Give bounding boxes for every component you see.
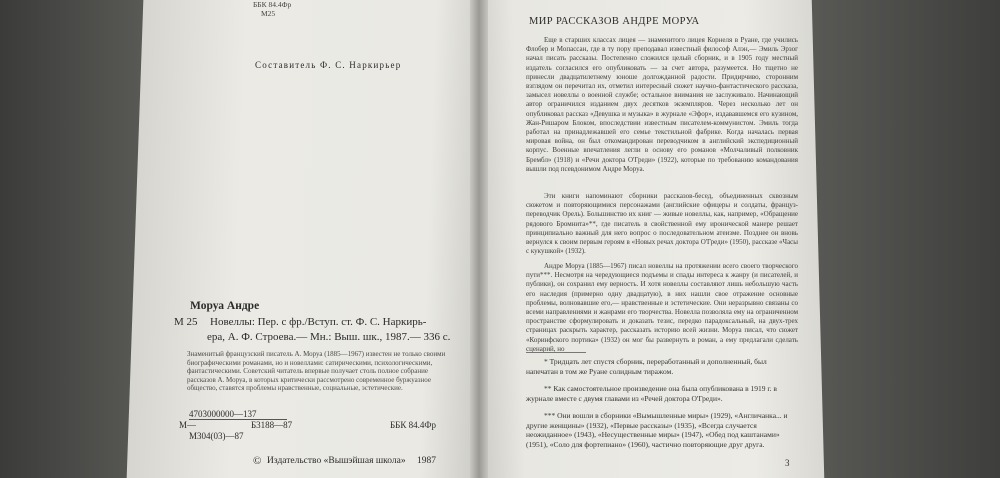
catalog-line-2: ера, А. Ф. Строева.— Мн.: Выш. шк., 1987.— 336 с. xyxy=(207,331,451,343)
code-line-3: М304(03)—87 xyxy=(189,431,244,441)
top-fragment-bbk: ББК 84.4Фр xyxy=(253,0,292,9)
right-page-content xyxy=(500,0,800,478)
compiler-line: Составитель Ф. С. Наркирьер xyxy=(255,60,402,70)
article-title: МИР РАССКАЗОВ АНДРЕ МОРУА xyxy=(529,16,700,27)
article-paragraph-2: Эти книги напоминают сборники рассказов-бесед, объединенных сквозным сюжетом и повторяющимися персонажами (английские офицеры и солдаты, француз-переводчик Орель). Большинство их книг — живые новеллы, как, например, «Обращение рядового Бромнита»**, где писатель в свойственной ему иронической манере решает принципиально важный для него вопрос о последовательном атеизме. Позднее он вновь вернулся к своим первым героям в «Новых речах доктора О'Греди» (1950), рассказе «Часы с кукушкой» (1932). xyxy=(526,192,798,256)
publisher-name: Издательство «Вышэйшая школа» xyxy=(267,456,406,466)
page-number: 3 xyxy=(785,458,790,468)
article-paragraph-3: Андре Моруа (1885—1967) писал новеллы на протяжении всего своего творческого пути***. Несмотря на чередующиеся подъемы и спады интереса к жанру (и писателей, и публики), он сохранил ему верность. И хотя новеллы составляют лишь небольшую часть его наследия (примерно одну двадцатую), в них нашли свое отражение основные проблемы, волновавшие его,— нравственные и эстетические. Они неразрывно связаны со всеми направлениями и жанрами его творчества. Новелла позволяла ему на ограниченном пространстве сформулировать и доказать тезис, передко парадоксальный, на двух-трех страницах раскрыть характер, рассказать историю всей жизни. Моруа писал, что сюжет «Коринфского портика» (1932) он мог бы развернуть в роман, а ему предлагали сделать сценарий, но xyxy=(526,262,798,353)
table-surface-left xyxy=(0,0,150,478)
code-line-2-mid: Б3188—87 xyxy=(251,420,293,430)
author-heading: Моруа Андре xyxy=(190,300,260,312)
book-annotation: Знаменитый французский писатель А. Моруа (1885—1967) известен не только своими биографическими романами, но и новеллами: сатирическими, психологическими, фантастическими. Советский читатель впервые получает столь полное собрание рассказов А. Моруа, в которых критически рассмотрено современное буржуазное общество, ставятся проблемы нравственные, социальные, эстетические. xyxy=(187,350,446,392)
footnote-3: *** Они вошли в сборники «Вымышленные миры» (1929), «Англичанка... и другие женщины» (1932), «Первые рассказы» (1935), «Всегда случается неожиданное» (1943), «Несущественные миры» (1947), «Обед под каштанами» (1951), «Соло для фортепиано» (1960), частично повторяющие друг друга. xyxy=(526,411,788,449)
copyright-icon: © xyxy=(253,455,262,467)
catalog-line-1: Новеллы: Пер. с фр./Вступ. ст. Ф. С. Наркирь- xyxy=(210,316,427,328)
footnote-1: * Тридцать лет спустя сборник, переработанный и дополненный, был напечатан в том же Руане солидным тиражом. xyxy=(526,357,767,376)
left-page-content xyxy=(165,0,460,478)
catalog-code: М 25 xyxy=(174,316,198,328)
bbk-code: ББК 84.4Фр xyxy=(390,420,436,430)
article-paragraph-1: Еще в старших классах лицея — знаменитого лицея Корнеля в Руане, где учились Флобер и Мопассан, где в ту пору преподавал известный философ Алэн,— Эмиль Эрзог начал писать рассказы. Постепенно сложился целый сборник, и в 1905 году местный издатель согласился его опубликовать — за счет автора, разумеется. Но тщетно не принесли двадцатилетнему юноше долгожданной радости. Придирчиво, сторонним взглядом он перечитал их, отметил интересный сюжет научно-фантастического рассказа, замысел новеллы о военной службе; остальное внимания не заслуживало. Начинающий автор ограничился изданием двух десятков экземпляров. Через несколько лет он опубликовал рассказ «Девушка и музыка» в журнале «Эфор», издававшемся его кузином, Жан-Ришаром Блоком, впоследствии известным писателем-коммунистом. Эмиль тогда работал на принадлежавшей его семье текстильной фабрике. Когда началась первая мировая война, он был откомандирован переводчиком в английский экспедиционный корпус. Военные впечатления легли в основу его романов «Молчаливый полковник Брембл» (1918) и «Речи доктора О'Греди» (1922), которые по требованию командования вышли под псевдонимом Андре Моруа. xyxy=(526,36,798,173)
book-gutter xyxy=(470,0,488,478)
footnote-separator xyxy=(526,352,586,353)
code-line-2-prefix: М— xyxy=(179,420,197,430)
footnote-2: ** Как самостоятельное произведение она была опубликована в 1919 г. в журнале вместе с двумя главами из «Речей доктора О'Греди». xyxy=(526,384,777,403)
code-line-1: 4703000000—137 xyxy=(189,409,257,419)
top-fragment-code: М25 xyxy=(261,9,276,18)
publication-year: 1987 xyxy=(417,456,436,466)
